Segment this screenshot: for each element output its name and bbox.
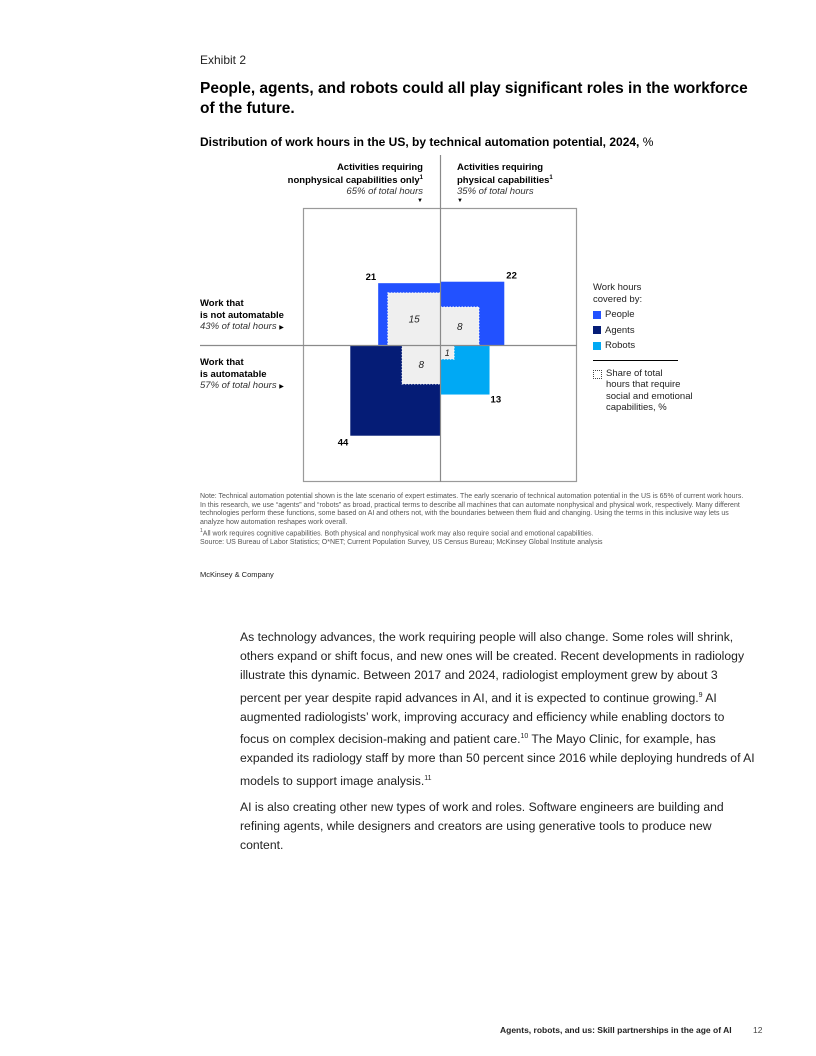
- chart-notes: [200, 493, 745, 548]
- social-emotional-value: 1: [444, 347, 450, 358]
- note-text: Note: Technical automation potential shown is the late scenario of expert estimates. The early scenario of technical automation potential in the US is 65% of current work hours. In this research, we use “agents” and “robots” as broad, practical terms to describe all machines that can automate nonphysical and physical work, respectively. Many different technologies perform these functions, some based on AI and others not, with the boundaries between them fluid and changing. Using the terms in this inclusive way lets us analyze how automation reshapes work overall.: [200, 493, 744, 526]
- footnote-mark: 1: [200, 528, 203, 535]
- value-label: 44: [337, 437, 349, 449]
- body-text-span: As technology advances, the work requiring people will also change. Some roles will shrink, others expand or shift focus, and new ones will be created. Recent developments in radiology illustrate this dynamic. Between 2017 and 2024, radiologist employment grew by about 3 percent per year despite rapid advances in AI, and it is expected to continue growing.: [240, 630, 745, 705]
- footnote-mark: 1: [549, 175, 553, 181]
- legend-social-line: hours that require: [606, 379, 681, 390]
- chart-subtitle-unit: %: [639, 135, 654, 149]
- legend-social-line: capabilities, %: [606, 402, 667, 413]
- row-header-line2: is not automatable: [200, 309, 284, 321]
- legend-divider: [593, 360, 678, 361]
- social-emotional-value: 8: [456, 321, 463, 333]
- source-text: Source: US Bureau of Labor Statistics; O*NET; Current Population Survey, US Census Bureau; McKinsey Global Institute analysis: [200, 539, 603, 547]
- legend-item-social-emotional: [593, 368, 693, 414]
- legend-label: Agents: [605, 324, 635, 336]
- footnote-ref[interactable]: 11: [424, 774, 432, 782]
- legend-social-line: social and emotional: [606, 390, 693, 402]
- footnote-text: [200, 527, 745, 539]
- legend-item-agents: [593, 325, 693, 337]
- column-header-share: 65% of total hours: [346, 186, 423, 198]
- legend-social-line: Share of total: [606, 367, 663, 379]
- legend-item-robots: [593, 340, 693, 352]
- column-header-line1: Activities requiring: [336, 162, 423, 173]
- column-header-text: physical capabilities: [457, 175, 550, 187]
- legend-social-label: [606, 368, 693, 414]
- down-arrow-icon: ▼: [457, 198, 463, 205]
- body-text-span: AI augmented radiologists’ work, improving accuracy and efficiency while enabling doctors to focus on complex decision-making and patient care.: [240, 690, 725, 747]
- column-header-line1: Activities requiring: [457, 162, 544, 173]
- footer-title: Agents, robots, and us: Skill partnerships in the age of AI: [500, 1025, 732, 1035]
- row-header-line1: Work that: [200, 357, 244, 368]
- footnote-ref[interactable]: 9: [698, 691, 703, 699]
- right-arrow-icon: ▶: [279, 384, 284, 390]
- legend-label: Robots: [605, 340, 636, 351]
- robots-swatch: [593, 342, 601, 350]
- social-emotional-value: 8: [418, 360, 425, 372]
- footnote-body: All work requires cognitive capabilities. Both physical and nonphysical work may also require social and emotional capabilities.: [202, 530, 594, 538]
- value-label: 22: [506, 270, 517, 282]
- chart-subtitle-text: Distribution of work hours in the US, by technical automation potential, 2024,: [200, 135, 640, 149]
- footnote-ref[interactable]: 10: [520, 733, 529, 741]
- legend-heading-line2: covered by:: [593, 293, 643, 305]
- legend-heading-line1: Work hours: [593, 282, 642, 293]
- legend: [593, 282, 693, 414]
- row-header-share: 43% of total hours: [200, 321, 277, 332]
- value-label: 21: [365, 272, 377, 284]
- page-number: 12: [753, 1025, 763, 1035]
- agents-swatch: [593, 326, 601, 334]
- column-header-text: nonphysical capabilities only: [287, 175, 420, 187]
- row-header-share: 57% of total hours: [200, 380, 277, 391]
- row-header-line2: is automatable: [200, 368, 267, 380]
- body-paragraph-2: AI is also creating other new types of work and roles. Software engineers are building and refining agents, while designers and creators are using generative tools to produce new content.: [240, 799, 724, 853]
- exhibit-label: Exhibit 2: [200, 53, 247, 67]
- body-paragraph-1: [240, 628, 755, 791]
- exhibit-title: People, agents, and robots could all play significant roles in the workforce of the future.: [200, 80, 748, 117]
- body-text-span: The Mayo Clinic, for example, has expanded its radiology staff by more than 50 percent since 2016 while deploying hundreds of AI models to support image analysis.: [240, 732, 755, 788]
- legend-item-people: [593, 309, 693, 321]
- legend-label: People: [605, 309, 635, 320]
- column-header-share: 35% of total hours: [457, 186, 534, 198]
- row-header-line1: Work that: [200, 298, 244, 309]
- right-arrow-icon: ▶: [279, 325, 284, 331]
- footnote-mark: 1: [419, 175, 423, 181]
- body-text: [240, 628, 755, 862]
- down-arrow-icon: ▼: [417, 198, 423, 205]
- value-label: 13: [490, 394, 502, 406]
- people-swatch: [593, 311, 601, 319]
- brand-label: McKinsey & Company: [200, 570, 274, 579]
- dotted-square-icon: [593, 370, 602, 379]
- social-emotional-value: 15: [408, 314, 420, 326]
